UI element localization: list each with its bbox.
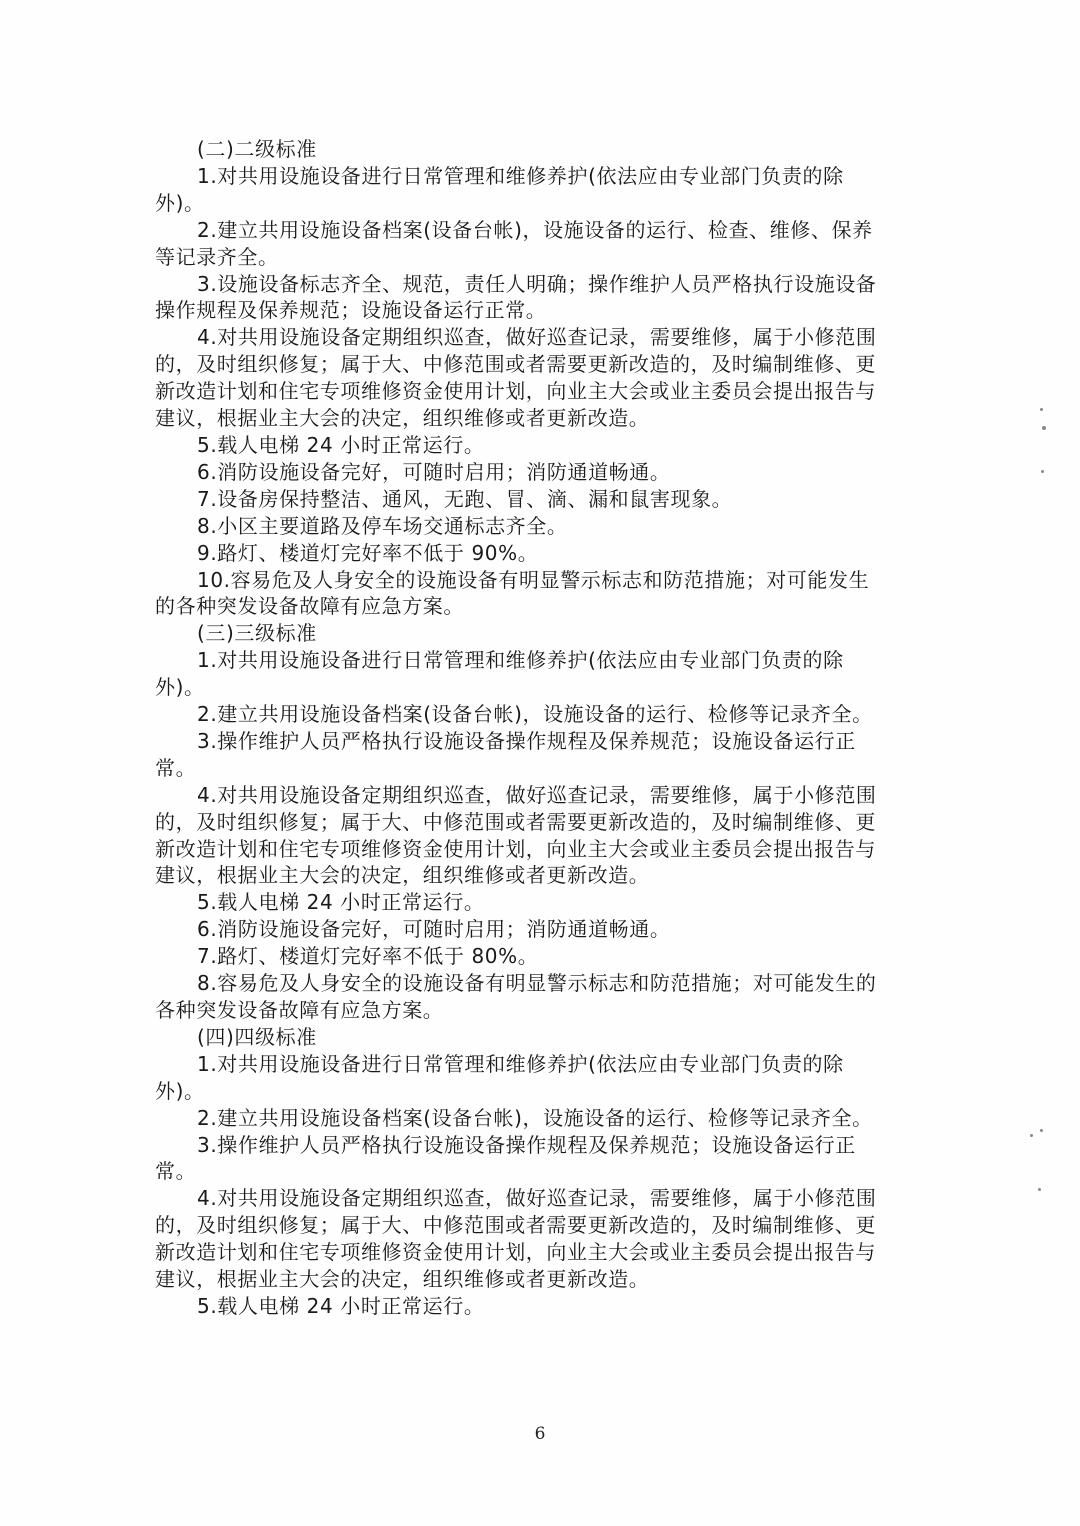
list-item-start: 8.小区主要道路及停车场交通标志齐全。 xyxy=(197,513,568,538)
list-item-continuation: 各种突发设备故障有应急方案。 xyxy=(155,998,444,1022)
list-item-continuation: 外)。 xyxy=(155,190,205,215)
scan-speck xyxy=(1041,470,1044,473)
document-body xyxy=(155,136,915,1320)
list-item-start: 4.对共用设施设备定期组织巡查，做好巡查记录，需要维修，属于小修范围 xyxy=(197,782,877,807)
list-item-start: 7.路灯、楼道灯完好率不低于 80%。 xyxy=(197,944,539,969)
list-item-continuation: 操作规程及保养规范；设施设备运行正常。 xyxy=(155,298,547,323)
section-heading: (四)四级标准 xyxy=(197,1024,317,1049)
list-item-start: 8.容易危及人身安全的设施设备有明显警示标志和防范措施；对可能发生的 xyxy=(197,971,877,996)
scan-speck xyxy=(1042,426,1046,430)
list-item-continuation: 新改造计划和住宅专项维修资金使用计划，向业主大会或业主委员会提出报告与 xyxy=(155,379,876,404)
list-item-start: 3.操作维护人员严格执行设施设备操作规程及保养规范；设施设备运行正 xyxy=(197,728,856,753)
list-item-start: 10.容易危及人身安全的设施设备有明显警示标志和防范措施；对可能发生 xyxy=(197,567,870,592)
list-item-continuation: 的，及时组织修复；属于大、中修范围或者需要更新改造的，及时编制维修、更 xyxy=(155,352,876,377)
list-item-continuation: 的各种突发设备故障有应急方案。 xyxy=(155,594,464,619)
list-item-continuation: 的，及时组织修复；属于大、中修范围或者需要更新改造的，及时编制维修、更 xyxy=(155,809,876,834)
scan-speck xyxy=(1030,1134,1033,1137)
list-item-start: 3.设施设备标志齐全、规范，责任人明确；操作维护人员严格执行设施设备 xyxy=(197,271,877,296)
list-item-continuation: 常。 xyxy=(155,1159,197,1184)
list-item-start: 9.路灯、楼道灯完好率不低于 90%。 xyxy=(197,540,539,565)
list-item-continuation: 新改造计划和住宅专项维修资金使用计划，向业主大会或业主委员会提出报告与 xyxy=(155,1240,876,1265)
list-item-continuation: 建议，根据业主大会的决定，组织维修或者更新改造。 xyxy=(155,406,650,431)
list-item-continuation: 建议，根据业主大会的决定，组织维修或者更新改造。 xyxy=(155,863,650,888)
list-item-start: 4.对共用设施设备定期组织巡查，做好巡查记录，需要维修，属于小修范围 xyxy=(197,325,877,350)
list-item-start: 3.操作维护人员严格执行设施设备操作规程及保养规范；设施设备运行正 xyxy=(197,1132,856,1157)
scan-speck xyxy=(1040,1129,1043,1132)
list-item-continuation: 常。 xyxy=(155,755,197,780)
list-item-start: 2.建立共用设施设备档案(设备台帐)，设施设备的运行、检修等记录齐全。 xyxy=(197,1105,873,1130)
list-item-start: 2.建立共用设施设备档案(设备台帐)，设施设备的运行、检修等记录齐全。 xyxy=(197,702,873,727)
list-item-continuation: 的，及时组织修复；属于大、中修范围或者需要更新改造的，及时编制维修、更 xyxy=(155,1213,876,1238)
list-item-start: 2.建立共用设施设备档案(设备台帐)，设施设备的运行、检查、维修、保养 xyxy=(197,217,873,242)
list-item-continuation: 新改造计划和住宅专项维修资金使用计划，向业主大会或业主委员会提出报告与 xyxy=(155,836,876,861)
section-heading: (三)三级标准 xyxy=(197,621,317,646)
list-item-start: 4.对共用设施设备定期组织巡查，做好巡查记录，需要维修，属于小修范围 xyxy=(197,1186,877,1211)
list-item-continuation: 外)。 xyxy=(155,1078,205,1103)
list-item-start: 6.消防设施设备完好，可随时启用；消防通道畅通。 xyxy=(197,459,671,484)
section-heading: (二)二级标准 xyxy=(197,137,317,161)
scan-speck xyxy=(1038,1188,1041,1191)
list-item-continuation: 等记录齐全。 xyxy=(155,244,279,269)
list-item-start: 1.对共用设施设备进行日常管理和维修养护(依法应由专业部门负责的除 xyxy=(197,163,844,188)
list-item-start: 7.设备房保持整洁、通风，无跑、冒、滴、漏和鼠害现象。 xyxy=(197,486,733,511)
list-item-start: 1.对共用设施设备进行日常管理和维修养护(依法应由专业部门负责的除 xyxy=(197,648,844,673)
scan-speck xyxy=(1040,408,1043,411)
list-item-continuation: 建议，根据业主大会的决定，组织维修或者更新改造。 xyxy=(155,1267,650,1292)
list-item-start: 5.载人电梯 24 小时正常运行。 xyxy=(197,1293,485,1318)
list-item-continuation: 外)。 xyxy=(155,675,205,700)
list-item-start: 1.对共用设施设备进行日常管理和维修养护(依法应由专业部门负责的除 xyxy=(197,1051,844,1076)
list-item-start: 6.消防设施设备完好，可随时启用；消防通道畅通。 xyxy=(197,917,671,942)
list-item-start: 5.载人电梯 24 小时正常运行。 xyxy=(197,432,485,457)
list-item-start: 5.载人电梯 24 小时正常运行。 xyxy=(197,890,485,915)
page-number: 6 xyxy=(534,1424,546,1444)
